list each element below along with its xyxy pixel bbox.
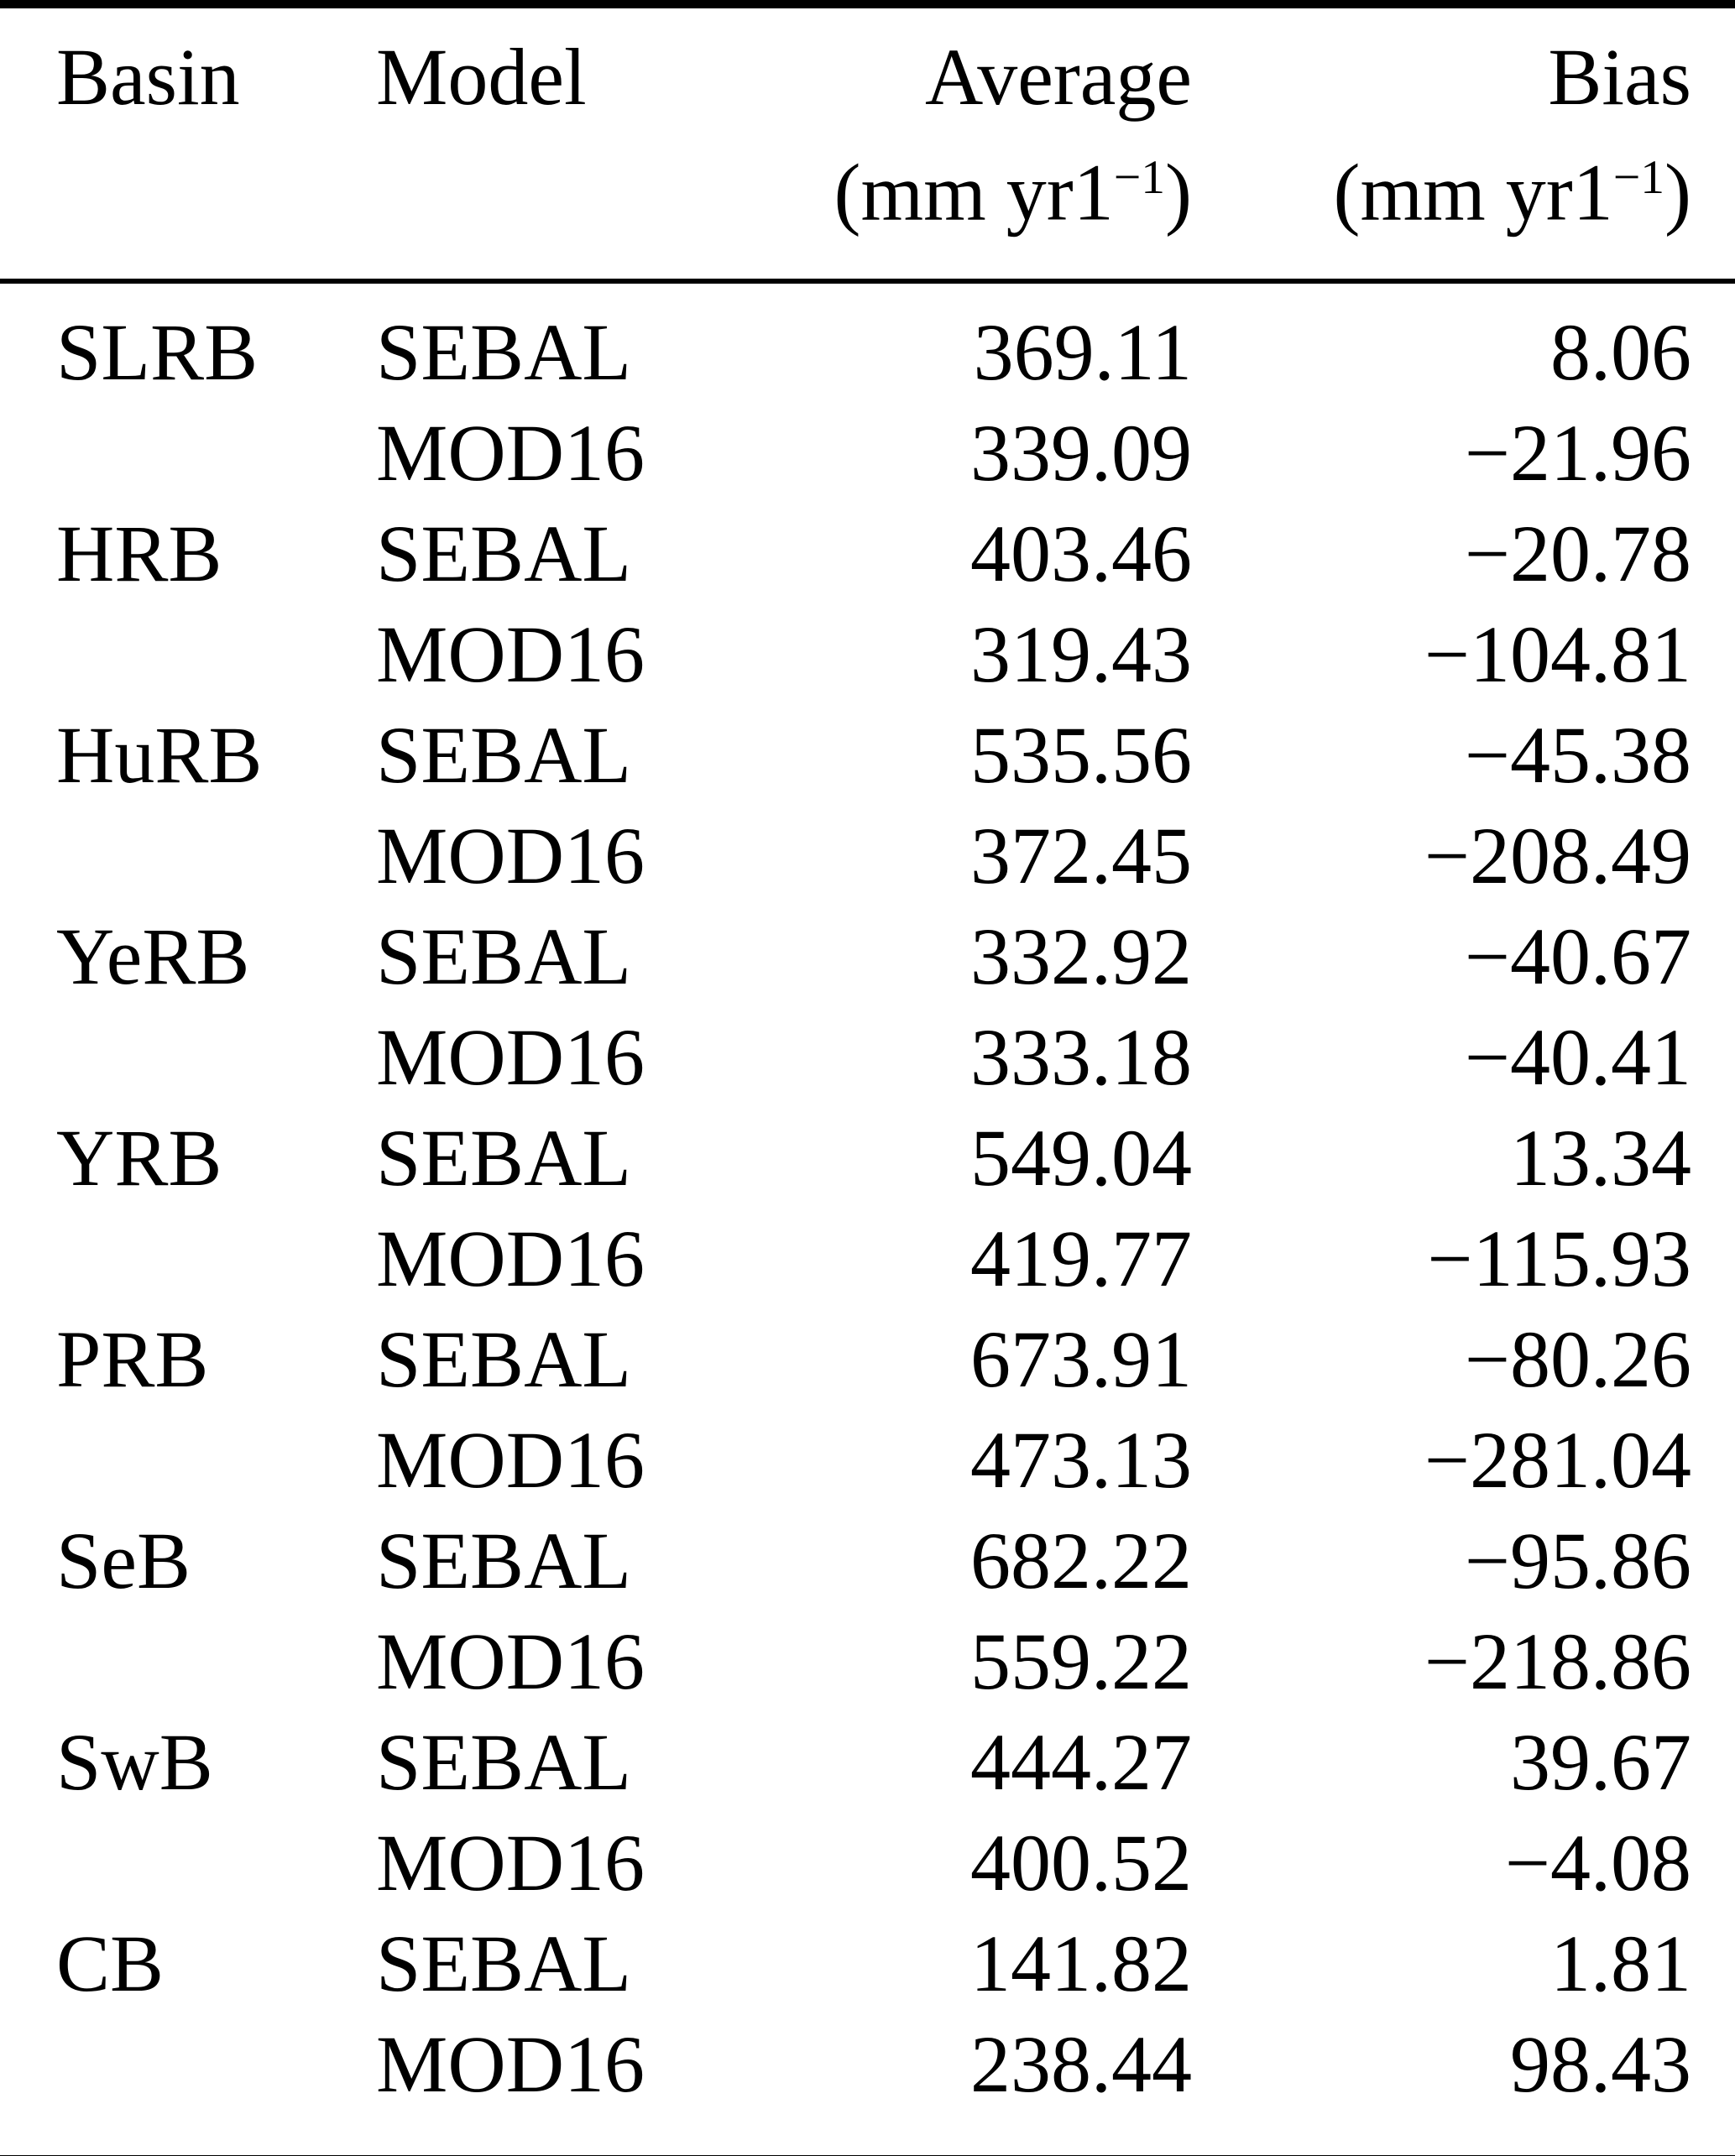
average-cell: 332.92: [970, 911, 1192, 1001]
model-cell: SEBAL: [376, 911, 632, 1001]
basin-cell: [0, 1209, 376, 1309]
average-cell: 372.45: [970, 810, 1192, 901]
table-row: [0, 906, 1735, 1007]
bias-column-header: [1192, 4, 1735, 281]
bias-cell: 8.06: [1550, 306, 1691, 397]
bias-cell: −218.86: [1424, 1616, 1691, 1706]
bias-cell: 39.67: [1510, 1716, 1691, 1807]
bias-cell: −4.08: [1504, 1817, 1691, 1908]
average-cell: 419.77: [970, 1213, 1192, 1303]
bias-cell: −115.93: [1427, 1213, 1691, 1303]
basin-cell: [0, 403, 376, 504]
model-cell: SEBAL: [376, 508, 632, 598]
average-cell: 682.22: [970, 1515, 1192, 1605]
superscript: −1: [1612, 151, 1665, 204]
basin-cell: [0, 1410, 376, 1511]
basin-cell: SLRB: [56, 306, 259, 397]
basin-header-label: Basin: [56, 32, 240, 122]
superscript: −1: [1113, 151, 1166, 204]
table-row: [0, 1813, 1735, 1913]
model-cell: MOD16: [376, 407, 645, 498]
average-cell: 549.04: [970, 1112, 1192, 1203]
bias-header-unit: (mm $yr1^{-1}$): [1333, 147, 1691, 238]
basin-cell: [0, 1007, 376, 1108]
table-row: [0, 1410, 1735, 1511]
model-header-label: Model: [376, 32, 587, 122]
model-cell: MOD16: [376, 608, 645, 699]
bias-header-label: Bias: [1548, 32, 1691, 122]
model-cell: SEBAL: [376, 1313, 632, 1404]
model-cell: MOD16: [376, 2018, 645, 2109]
table-row: [0, 604, 1735, 705]
basin-cell: [0, 1813, 376, 1913]
average-cell: 400.52: [970, 1817, 1192, 1908]
table-row: [0, 504, 1735, 604]
average-header-label: Average: [925, 32, 1192, 122]
basin-cell: YRB: [56, 1112, 222, 1203]
model-cell: MOD16: [376, 810, 645, 901]
model-cell: MOD16: [376, 1817, 645, 1908]
bias-cell: −104.81: [1424, 608, 1691, 699]
table-body: [0, 281, 1735, 2156]
basin-cell: YeRB: [56, 911, 250, 1001]
table-row: [0, 1913, 1735, 2014]
table-row: [0, 1108, 1735, 1209]
basin-cell: PRB: [56, 1313, 209, 1404]
table-row: [0, 403, 1735, 504]
bias-cell: −281.04: [1424, 1414, 1691, 1505]
basin-cell: SwB: [56, 1716, 213, 1807]
model-cell: SEBAL: [376, 709, 632, 800]
average-cell: 473.13: [970, 1414, 1192, 1505]
basin-cell: [0, 1611, 376, 1712]
table-row: [0, 705, 1735, 806]
model-cell: SEBAL: [376, 1112, 632, 1203]
average-cell: 369.11: [973, 306, 1192, 397]
model-column-header: [376, 4, 755, 281]
basin-cell: HRB: [56, 508, 222, 598]
bias-cell: −40.41: [1464, 1011, 1691, 1102]
model-cell: SEBAL: [376, 306, 632, 397]
bias-cell: 1.81: [1550, 1918, 1691, 2008]
average-cell: 403.46: [970, 508, 1192, 598]
model-cell: MOD16: [376, 1213, 645, 1303]
average-cell: 319.43: [970, 608, 1192, 699]
bias-cell: −80.26: [1464, 1313, 1691, 1404]
average-cell: 238.44: [970, 2018, 1192, 2109]
basin-cell: CB: [56, 1918, 165, 2008]
average-cell: 444.27: [970, 1716, 1192, 1807]
model-cell: MOD16: [376, 1414, 645, 1505]
average-cell: 333.18: [970, 1011, 1192, 1102]
bias-cell: −208.49: [1424, 810, 1691, 901]
basin-cell: SeB: [56, 1515, 191, 1605]
basin-cell: [0, 2014, 376, 2156]
bias-cell: 98.43: [1510, 2018, 1691, 2109]
basin-cell: HuRB: [56, 709, 263, 800]
bias-cell: −40.67: [1464, 911, 1691, 1001]
model-cell: SEBAL: [376, 1918, 632, 2008]
basin-cell: [0, 604, 376, 705]
bias-cell: −45.38: [1464, 709, 1691, 800]
basin-column-header: [0, 4, 376, 281]
bias-cell: −95.86: [1464, 1515, 1691, 1605]
average-cell: 559.22: [970, 1616, 1192, 1706]
table-header: [0, 4, 1735, 281]
average-cell: 141.82: [970, 1918, 1192, 2008]
table-row: [0, 1309, 1735, 1410]
average-header-unit: (mm $yr1^{-1}$): [834, 147, 1192, 238]
model-cell: SEBAL: [376, 1716, 632, 1807]
table-row: [0, 281, 1735, 403]
table-row: [0, 1611, 1735, 1712]
average-cell: 339.09: [970, 407, 1192, 498]
bias-cell: 13.34: [1510, 1112, 1691, 1203]
bias-cell: −21.96: [1464, 407, 1691, 498]
average-cell: 673.91: [970, 1313, 1192, 1404]
table-row: [0, 1209, 1735, 1309]
basin-cell: [0, 806, 376, 906]
table-row: [0, 1712, 1735, 1813]
table-row: [0, 2014, 1735, 2156]
table-row: [0, 1007, 1735, 1108]
average-column-header: [755, 4, 1192, 281]
model-cell: SEBAL: [376, 1515, 632, 1605]
average-cell: 535.56: [970, 709, 1192, 800]
header-row: [0, 4, 1735, 281]
model-cell: MOD16: [376, 1011, 645, 1102]
table-row: [0, 806, 1735, 906]
table-row: [0, 1511, 1735, 1611]
model-cell: MOD16: [376, 1616, 645, 1706]
bias-cell: −20.78: [1464, 508, 1691, 598]
